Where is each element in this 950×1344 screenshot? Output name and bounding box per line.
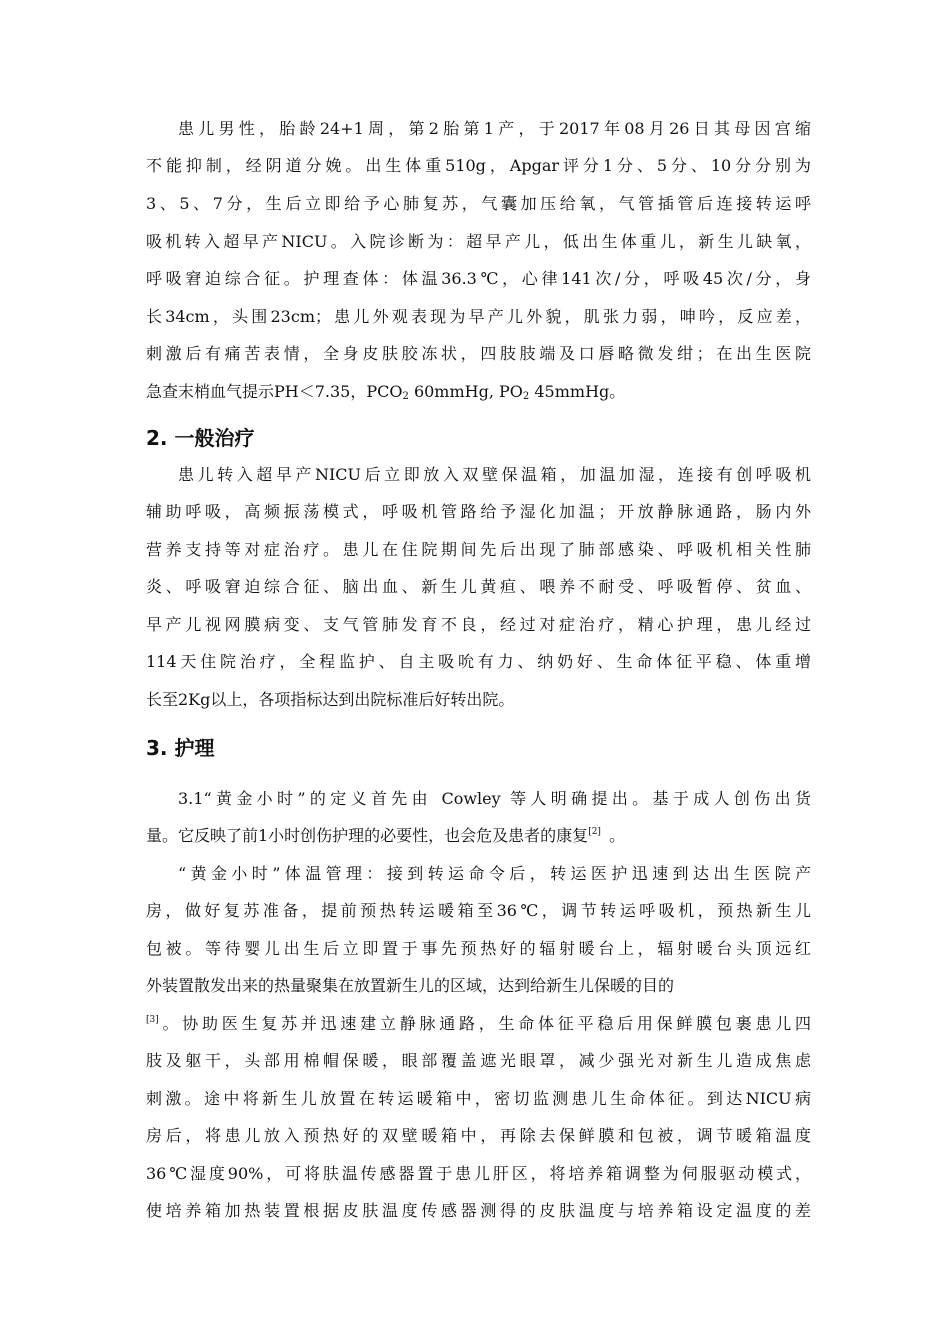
section-3-heading: 3. 护理 — [146, 736, 215, 760]
section-2-line: 炎、呼吸窘迫综合征、脑出血、新生儿黄疸、喂养不耐受、呼吸暂停、贫血、 — [146, 577, 811, 596]
section-3-line: 外装置散发出来的热量聚集在放置新生儿的区域，达到给新生儿保暖的目的 — [146, 976, 675, 995]
case-line: 呼吸窘迫综合征。护理查体：体温36.3℃，心律141次/分，呼吸45次/分，身 — [146, 269, 811, 288]
po2-subscript: 2 — [522, 391, 530, 402]
section-3-line — [146, 826, 811, 846]
section-2-line: 营养支持等对症治疗。患儿在住院期间先后出现了肺部感染、呼吸机相关性肺 — [146, 540, 811, 559]
section-3-line: 3.1“黄金小时”的定义首先由 Cowley 等人明确提出。基于成人创伤出货 — [178, 789, 811, 808]
case-line: 患儿男性，胎龄24+1周，第2胎第1产，于2017年08月26日其母因宫缩 — [178, 119, 811, 138]
case-line: 长34cm，头围23cm；患儿外观表现为早产儿外貌，肌张力弱，呻吟，反应差， — [146, 307, 811, 326]
section-3-line: 房，做好复苏准备，提前预热转运暖箱至36℃，调节转运呼吸机，预热新生儿 — [146, 901, 811, 920]
case-line: 3、5、7分，生后立即给予心肺复苏，气囊加压给氧，气管插管后连接转运呼 — [146, 194, 811, 213]
blood-gas-line — [146, 382, 811, 402]
section-2-line: 辅助呼吸，高频振荡模式，呼吸机管路给予湿化加温；开放静脉通路，肠内外 — [146, 502, 811, 521]
section-3-line: 刺激。途中将新生儿放置在转运暖箱中，密切监测患儿生命体征。到达NICU病 — [146, 1089, 811, 1108]
section-3-text: 。 — [608, 826, 625, 845]
blood-gas-suffix: 45mmHg。 — [529, 382, 626, 401]
case-line: 吸机转入超早产NICU。入院诊断为：超早产儿，低出生体重儿，新生儿缺氧， — [146, 232, 811, 251]
section-2-line: 114天住院治疗，全程监护、自主吸吮有力、纳奶好、生命体征平稳、体重增 — [146, 652, 811, 671]
section-3-line — [146, 1014, 811, 1034]
blood-gas-mid: 60mmHg, PO — [408, 382, 523, 401]
section-3-text: 量。它反映了前1小时创伤护理的必要性，也会危及患者的康复 — [146, 826, 589, 845]
section-3-text: 。协助医生复苏并迅速建立静脉通路，生命体征平稳后用保鲜膜包裹患儿四 — [158, 1014, 811, 1033]
pco2-subscript: 2 — [402, 391, 409, 402]
section-3-line: 使培养箱加热装置根据皮肤温度传感器测得的皮肤温度与培养箱设定温度的差 — [146, 1201, 811, 1220]
section-3-line: 36℃湿度90%，可将肤温传感器置于患儿肝区，将培养箱调整为伺服驱动模式， — [146, 1164, 811, 1183]
case-line: 不能抑制，经阴道分娩。出生体重510g，Apgar评分1分、5分、10分分别为 — [146, 156, 811, 175]
section-2-heading: 2. 一般治疗 — [146, 426, 255, 450]
section-3-line: “黄金小时”体温管理：接到转运命令后，转运医护迅速到达出生医院产 — [178, 864, 811, 883]
reference-2: [2] — [588, 827, 601, 837]
blood-gas-prefix: 急查末梢血气提示PH＜7.35，PCO — [146, 382, 403, 401]
section-2-line: 患儿转入超早产NICU后立即放入双壁保温箱，加温加湿，连接有创呼吸机 — [178, 465, 811, 484]
section-3-line: 肢及躯干，头部用棉帽保暖，眼部覆盖遮光眼罩，减少强光对新生儿造成焦虑 — [146, 1051, 811, 1070]
section-3-line: 房后，将患儿放入预热好的双壁暖箱中，再除去保鲜膜和包被，调节暖箱温度 — [146, 1126, 811, 1145]
case-line: 刺激后有痛苦表情，全身皮肤胶冻状，四肢肢端及口唇略微发绀；在出生医院 — [146, 344, 811, 363]
reference-3: [3] — [146, 1015, 159, 1025]
section-2-line: 早产儿视网膜病变、支气管肺发育不良，经过对症治疗，精心护理，患儿经过 — [146, 615, 811, 634]
section-2-line: 长至2Kg以上，各项指标达到出院标准后好转出院。 — [146, 690, 515, 709]
section-3-line: 包被。等待婴儿出生后立即置于事先预热好的辐射暖台上，辐射暖台头顶远红 — [146, 939, 811, 958]
